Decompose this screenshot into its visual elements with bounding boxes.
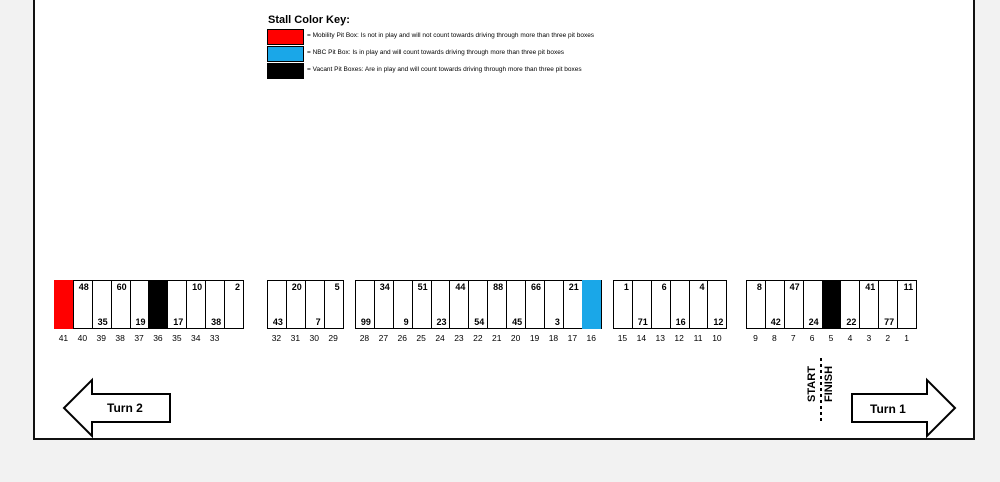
car-number: 11 — [903, 282, 914, 292]
pit-box-number: 9 — [753, 333, 758, 343]
pit-box-number: 6 — [809, 333, 815, 343]
pit-box-number: 27 — [378, 333, 389, 343]
pit-box-number: 5 — [828, 333, 834, 343]
car-number: 4 — [699, 282, 705, 292]
pit-box-number: 19 — [529, 333, 540, 343]
car-number: 7 — [315, 317, 321, 327]
car-number: 38 — [211, 317, 222, 327]
car-number: 71 — [637, 317, 648, 327]
pit-box-number: 20 — [510, 333, 521, 343]
pit-box-number: 15 — [617, 333, 628, 343]
car-number: 41 — [865, 282, 876, 292]
car-number: 17 — [173, 317, 184, 327]
pit-box-number: 14 — [636, 333, 647, 343]
pit-box-number: 31 — [290, 333, 301, 343]
pit-box-number: 21 — [492, 333, 502, 343]
car-number: 2 — [234, 282, 240, 292]
car-number: 23 — [436, 317, 447, 327]
key-text-vacant: = Vacant Pit Boxes: Are in play and will count towards driving through more than three pit boxes — [307, 66, 582, 73]
car-number: 43 — [272, 317, 283, 327]
car-number: 8 — [756, 282, 762, 292]
pit-box-number: 41 — [58, 333, 69, 343]
car-number: 9 — [403, 317, 409, 327]
car-number: 12 — [713, 317, 724, 327]
car-number: 24 — [808, 317, 819, 327]
pit-box-number: 36 — [153, 333, 163, 343]
car-number: 88 — [493, 282, 504, 292]
pit-box-number: 8 — [771, 333, 777, 343]
pit-box-number: 2 — [885, 333, 891, 343]
pit-box-number: 7 — [790, 333, 796, 343]
car-number: 77 — [884, 317, 895, 327]
car-number: 21 — [568, 282, 579, 292]
start-label: START — [806, 366, 818, 402]
pit-box-number: 17 — [567, 333, 578, 343]
pit-box-number: 29 — [328, 333, 338, 343]
car-number: 22 — [846, 317, 857, 327]
pit-box-number: 30 — [309, 333, 319, 343]
car-number: 99 — [360, 317, 371, 327]
car-number: 47 — [789, 282, 800, 292]
car-number: 10 — [192, 282, 203, 292]
car-number: 6 — [661, 282, 667, 292]
pit-box-number: 24 — [435, 333, 445, 343]
car-number: 51 — [417, 282, 428, 292]
car-number: 42 — [770, 317, 781, 327]
pit-box-number: 10 — [712, 333, 722, 343]
car-number: 35 — [97, 317, 108, 327]
car-number: 48 — [78, 282, 89, 292]
car-number: 66 — [530, 282, 541, 292]
pit-box-number: 12 — [674, 333, 684, 343]
car-number: 60 — [116, 282, 127, 292]
pit-box-number: 4 — [847, 333, 853, 343]
pit-box-number: 34 — [191, 333, 201, 343]
car-number: 54 — [474, 317, 485, 327]
pit-box-number: 22 — [473, 333, 483, 343]
car-number: 5 — [334, 282, 340, 292]
pit-box-number: 32 — [271, 333, 282, 343]
turn1-label: Turn 1 — [870, 402, 906, 416]
car-number: 3 — [554, 317, 560, 327]
car-number: 34 — [379, 282, 390, 292]
pit-box-number: 16 — [586, 333, 596, 343]
pit-box-number: 18 — [548, 333, 559, 343]
pit-box-number: 1 — [904, 333, 909, 343]
pit-box-number: 23 — [454, 333, 464, 343]
pit-box-number: 26 — [397, 333, 407, 343]
pit-box-number: 40 — [77, 333, 88, 343]
car-number: 44 — [455, 282, 466, 292]
pit-box-number: 33 — [209, 333, 220, 343]
car-number: 1 — [623, 282, 629, 292]
pit-box-number: 3 — [866, 333, 872, 343]
pit-box-number: 38 — [115, 333, 125, 343]
key-text-mobility: = Mobility Pit Box: Is not in play and will not count towards driving through more than three pit boxes — [307, 32, 595, 39]
pit-box-number: 37 — [134, 333, 144, 343]
car-number: 16 — [675, 317, 686, 327]
pit-box-number: 11 — [693, 333, 703, 343]
pit-box-number: 35 — [172, 333, 182, 343]
finish-label: FINISH — [823, 365, 835, 403]
car-number: 20 — [291, 282, 302, 292]
pit-box-number: 25 — [416, 333, 426, 343]
pit-box-number: 28 — [359, 333, 370, 343]
key-title: Stall Color Key: — [268, 14, 350, 26]
key-text-nbc: = NBC Pit Box: Is in play and will count towards driving through more than three pit boxes — [307, 49, 565, 56]
car-number: 45 — [512, 317, 523, 327]
car-number: 19 — [135, 317, 146, 327]
turn2-label: Turn 2 — [107, 401, 143, 415]
pit-box-number: 39 — [96, 333, 106, 343]
pit-box-number: 13 — [655, 333, 665, 343]
